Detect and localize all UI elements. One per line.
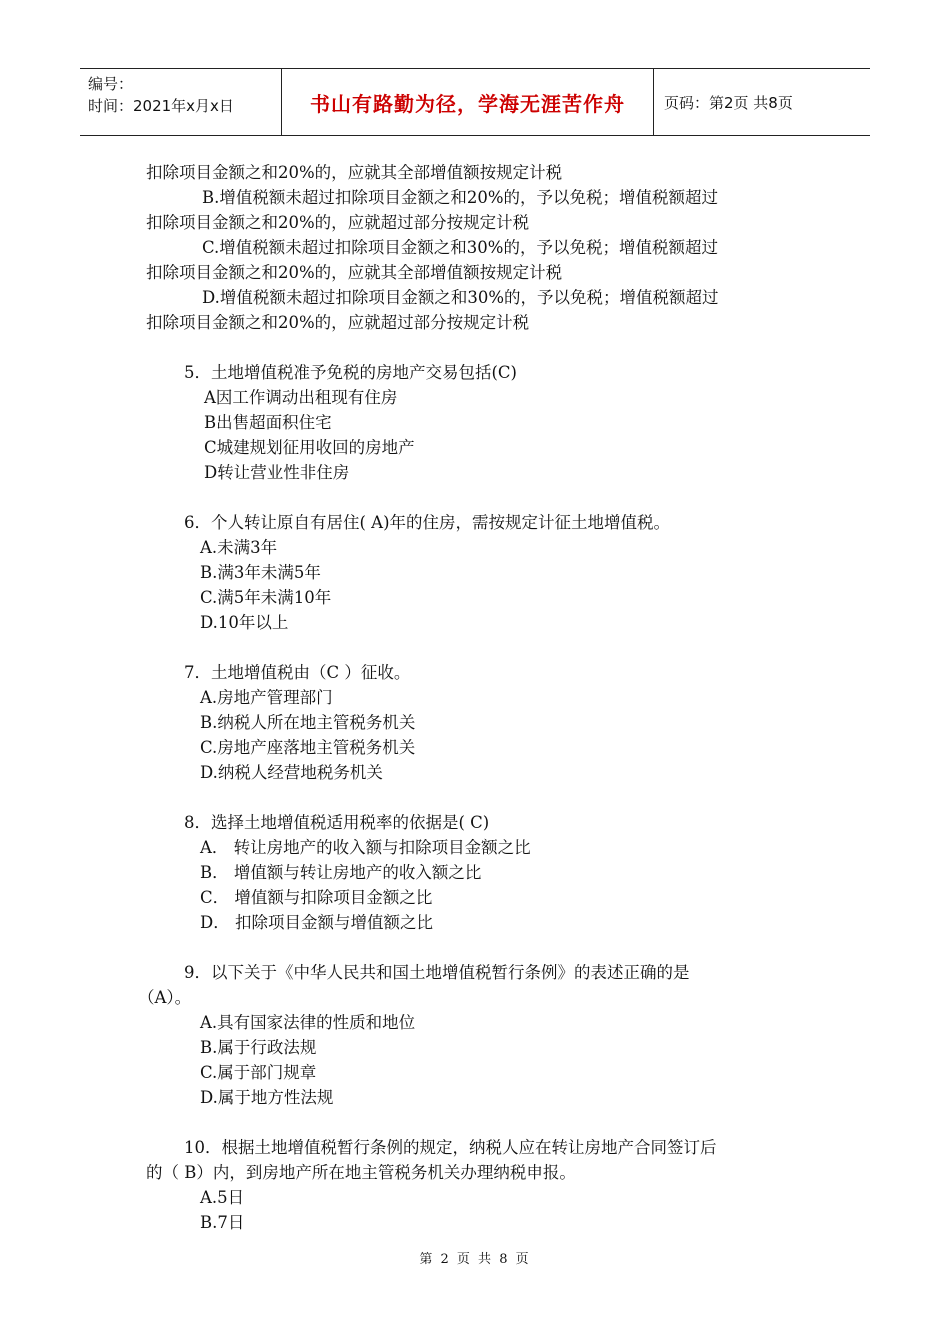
question-option: B.属于行政法规: [200, 1038, 317, 1057]
header-motto: 书山有路勤为径，学海无涯苦作舟: [282, 69, 654, 135]
question-stem: 9．以下关于《中华人民共和国土地增值税暂行条例》的表述正确的是: [184, 963, 690, 982]
text-line: C.增值税额未超过扣除项目金额之和30%的，予以免税；增值税额超过: [202, 238, 718, 257]
text-line: B.增值税额未超过扣除项目金额之和20%的，予以免税；增值税额超过: [202, 188, 719, 207]
question-option: B.7日: [200, 1213, 245, 1232]
page-header: [80, 68, 870, 136]
document-body: [138, 160, 816, 1235]
question-option: A.未满3年: [200, 538, 278, 557]
question-option: D.10年以上: [200, 613, 289, 632]
page-footer: 第 2 页 共 8 页: [419, 1252, 531, 1267]
question-option: A.具有国家法律的性质和地位: [200, 1013, 416, 1032]
question-option: C． 增值额与扣除项目金额之比: [200, 888, 433, 907]
question-option: D． 扣除项目金额与增值额之比: [200, 913, 433, 932]
text-line: 扣除项目金额之和20%的，应就超过部分按规定计税: [146, 313, 530, 332]
question-option: B.纳税人所在地主管税务机关: [200, 713, 416, 732]
document-date: 时间：2021年x月x日: [88, 97, 234, 115]
header-page-info: 页码：第2页 共8页: [664, 93, 793, 112]
question-option: A.房地产管理部门: [200, 688, 333, 707]
question-stem: 6．个人转让原自有居住( A)年的住房，需按规定计征土地增值税。: [184, 513, 671, 532]
question-option: D.纳税人经营地税务机关: [200, 763, 383, 782]
question-option: A． 转让房地产的收入额与扣除项目金额之比: [200, 838, 531, 857]
text-line: 扣除项目金额之和20%的，应就超过部分按规定计税: [146, 213, 530, 232]
question-stem: 7．土地增值税由（C ）征收。: [184, 663, 411, 682]
text-line: 扣除项目金额之和20%的，应就其全部增值额按规定计税: [146, 163, 563, 182]
question-option: A.5日: [200, 1188, 245, 1207]
question-option: C.满5年未满10年: [200, 588, 332, 607]
document-number-label: 编号：: [88, 75, 134, 93]
question-stem: 5．土地增值税准予免税的房地产交易包括(C): [184, 363, 517, 382]
question-option: B． 增值额与转让房地产的收入额之比: [200, 863, 482, 882]
question-option: C.房地产座落地主管税务机关: [200, 738, 416, 757]
question-stem: 10．根据土地增值税暂行条例的规定，纳税人应在转让房地产合同签订后: [184, 1138, 717, 1157]
text-line: D.增值税额未超过扣除项目金额之和30%的，予以免税；增值税额超过: [202, 288, 719, 307]
header-meta: [80, 69, 282, 135]
text-line: 扣除项目金额之和20%的，应就其全部增值额按规定计税: [146, 263, 563, 282]
question-stem-continued: 的（ B）内，到房地产所在地主管税务机关办理纳税申报。: [146, 1163, 576, 1182]
question-option: A因工作调动出租现有住房: [204, 388, 398, 407]
question-stem-continued: （A）。: [138, 988, 192, 1007]
question-option: B.满3年未满5年: [200, 563, 321, 582]
question-stem: 8．选择土地增值税适用税率的依据是( C): [184, 813, 490, 832]
question-option: B出售超面积住宅: [204, 413, 332, 432]
question-option: D转让营业性非住房: [204, 463, 350, 482]
question-option: D.属于地方性法规: [200, 1088, 334, 1107]
question-option: C城建规划征用收回的房地产: [204, 438, 415, 457]
question-option: C.属于部门规章: [200, 1063, 317, 1082]
